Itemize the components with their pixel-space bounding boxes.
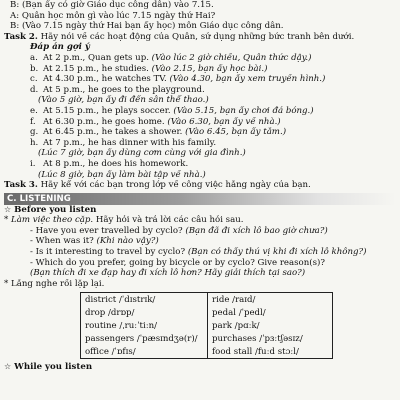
answer-item xyxy=(4,64,396,75)
before-heading-text: Before you listen xyxy=(14,204,97,215)
answer-english: At 2.15 p.m., he studies. xyxy=(43,63,149,74)
task2-heading xyxy=(4,32,396,43)
question-item xyxy=(4,247,396,258)
answer-english: At 6.45 p.m., he takes a shower. xyxy=(43,127,183,138)
vocab-word: purchases /ˈpɜːtʃəsɪz/ xyxy=(208,332,333,345)
answer-letter: h. xyxy=(30,137,39,148)
listen-repeat-instruction xyxy=(4,279,396,290)
answer-item xyxy=(4,127,396,138)
vocab-word: drop /drɒp/ xyxy=(81,306,208,319)
answer-english: At 4.30 p.m., he watches TV. xyxy=(43,74,167,85)
answer-item xyxy=(4,85,396,96)
answer-vietnamese: (Lúc 7 giờ, bạn ấy dùng cơm cùng với gia đình.) xyxy=(38,148,246,159)
answer-vietnamese: (Vào 5 giờ, bạn ấy đi đến sân thể thao.) xyxy=(38,95,209,106)
answer-english: At 7 p.m., he has dinner with his family. xyxy=(43,137,217,148)
answer-english: At 5 p.m., he goes to the playground. xyxy=(43,84,205,95)
answer-letter: i. xyxy=(30,158,36,169)
vocab-word: routine /ˌruːˈtiːn/ xyxy=(81,319,208,332)
answer-english: At 2 p.m., Quan gets up. xyxy=(43,52,149,63)
answer-letter: e. xyxy=(30,105,38,116)
question-english: - Is it interesting to travel by cyclo? xyxy=(30,247,186,258)
answer-vietnamese: (Vào 2.15, bạn ấy học bài.) xyxy=(151,63,268,74)
vocab-word: district /ˈdɪstrɪk/ xyxy=(81,293,208,307)
answer-vietnamese: (Vào lúc 2 giờ chiều, Quân thức dậy.) xyxy=(151,52,312,63)
question-list xyxy=(4,226,396,279)
question-vietnamese: (Bạn đã đi xích lô bao giờ chưa?) xyxy=(185,225,328,236)
vocab-word: ride /raɪd/ xyxy=(208,293,333,307)
question-vietnamese: (Bạn thích đi xe đạp hay đi xích lô hơn? Hãy giải thích tại sao?) xyxy=(30,268,306,279)
answer-item xyxy=(4,117,396,128)
bullet-asterisk: * xyxy=(4,215,9,226)
vocab-row xyxy=(81,319,333,332)
question-english: - Which do you prefer, going by bicycle or by cyclo? Give reason(s)? xyxy=(30,257,325,268)
vocabulary-table xyxy=(80,292,333,359)
pair-work-instruction xyxy=(4,215,396,226)
while-you-listen-heading xyxy=(4,362,396,373)
answer-english: At 8 p.m., he does his homework. xyxy=(43,158,189,169)
question-item xyxy=(4,226,396,237)
question-vietnamese: (Khi nào vậy?) xyxy=(96,236,159,247)
task2-text: Hãy nói về các hoạt động của Quân, sử dụng những bức tranh bên dưới. xyxy=(40,31,355,42)
answer-vietnamese: (Vào 5.15, bạn ấy chơi đá bóng.) xyxy=(173,105,314,116)
task3-heading xyxy=(4,180,396,191)
answer-heading: Đáp án gợi ý xyxy=(30,42,90,53)
section-title-listening: C. LISTENING xyxy=(4,193,396,205)
vocab-row xyxy=(81,345,333,359)
task3-text: Hãy kể với các bạn trong lớp về công việc hằng ngày của bạn. xyxy=(40,180,311,191)
vocab-word: passengers /ˈpæsɪndʒə(r)/ xyxy=(81,332,208,345)
dialogue-line-1: B: (Bạn ấy có giờ Giáo dục công dân) vào 7.15. xyxy=(10,0,214,10)
dialogue-line-3: B: (Vào 7.15 ngày thứ Hai bạn ấy học) môn Giáo dục công dân. xyxy=(10,21,284,32)
answer-item xyxy=(4,74,396,85)
answer-letter: d. xyxy=(30,84,39,95)
star-icon: ☆ xyxy=(4,362,12,372)
question-vietnamese: (Bạn có thấy thú vị khi đi xích lô không?) xyxy=(187,247,367,258)
answer-english: At 6.30 p.m., he goes home. xyxy=(43,116,165,127)
while-heading-text: While you listen xyxy=(14,362,93,373)
vocab-word: food stall /fuːd stɔːl/ xyxy=(208,345,333,359)
vocab-row xyxy=(81,293,333,307)
question-english: - When was it? xyxy=(30,236,94,247)
question-item xyxy=(4,236,396,247)
answer-item xyxy=(4,106,396,117)
answer-vietnamese: (Lúc 8 giờ, bạn ấy làm bài tập về nhà.) xyxy=(38,169,206,180)
answer-letter: f. xyxy=(30,116,36,127)
answer-letter: a. xyxy=(30,52,38,63)
question-english: - Have you ever travelled by cyclo? xyxy=(30,225,183,236)
task3-label: Task 3. xyxy=(4,180,38,191)
answer-item xyxy=(4,53,396,64)
question-item xyxy=(4,258,396,269)
answer-letter: b. xyxy=(30,63,39,74)
bullet-asterisk: * xyxy=(4,278,9,289)
vocab-row xyxy=(81,332,333,345)
pair-work-label: Làm việc theo cặp. xyxy=(11,215,94,226)
vocab-word: pedal /ˈpedl/ xyxy=(208,306,333,319)
dialogue-line-2: A: Quân học môn gì vào lúc 7.15 ngày thứ Hai? xyxy=(10,10,216,21)
answer-vietnamese: (Vào 6.30, bạn ấy về nhà.) xyxy=(167,116,281,127)
pair-work-text: Hãy hỏi và trả lời các câu hỏi sau. xyxy=(95,215,244,226)
answer-letter: c. xyxy=(30,74,38,85)
answer-vietnamese: (Vào 6.45, bạn ấy tắm.) xyxy=(185,127,287,138)
answer-item xyxy=(4,159,396,170)
answer-letter: g. xyxy=(30,127,39,138)
vocab-word: park /pɑːk/ xyxy=(208,319,333,332)
listen-repeat-text: Lắng nghe rồi lặp lại. xyxy=(11,278,105,289)
answer-item xyxy=(4,138,396,149)
before-you-listen-heading xyxy=(4,205,396,216)
task2-label: Task 2. xyxy=(4,31,38,42)
vocab-row xyxy=(81,306,333,319)
star-icon: ☆ xyxy=(4,204,12,214)
answer-english: At 5.15 p.m., he plays soccer. xyxy=(43,105,171,116)
vocab-word: office /ˈɒfɪs/ xyxy=(81,345,208,359)
answer-vietnamese: (Vào 4.30, bạn ấy xem truyền hình.) xyxy=(169,74,326,85)
task2-answer-list xyxy=(4,53,396,180)
